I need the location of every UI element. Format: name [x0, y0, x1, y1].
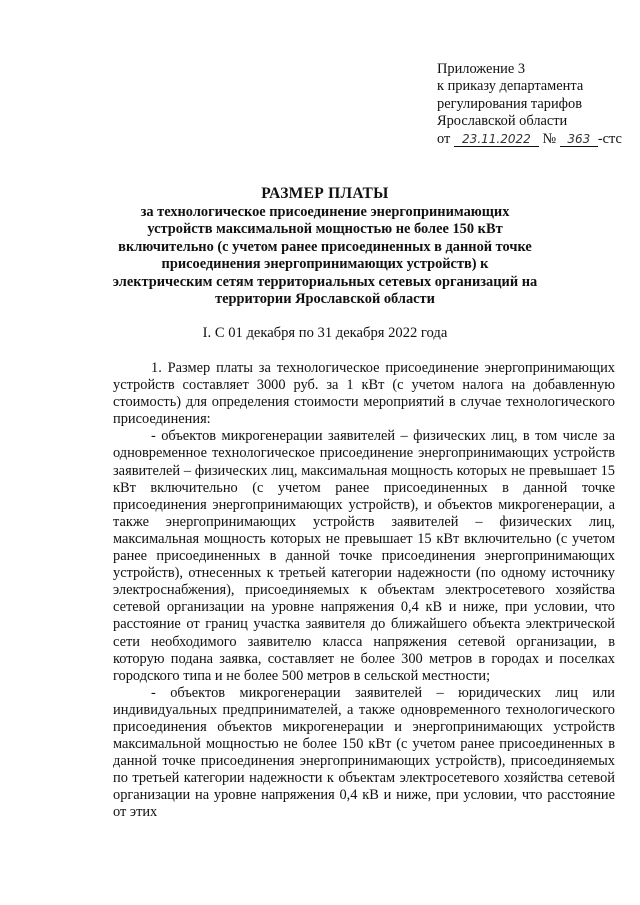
- paragraph-3: - объектов микрогенерации заявителей – юридических лиц или индивидуальных предпринимателей, а также одновременного технологического присоединения объектов микрогенерации и энергопринимающих устройств максимальной мощностью не более 150 кВт (с учетом ранее присоединенных в данной точке присоединения энергопринимающих устройств), присоединяемых по третьей категории надежности к объектам электросетевого хозяйства сетевой организации на уровне напряжения 0,4 кВ и ниже, при условии, что расстояние от этих: [113, 684, 615, 821]
- appendix-number: Приложение 3: [437, 61, 526, 77]
- appendix-date-number-line: [437, 131, 622, 148]
- document-body: [113, 360, 615, 822]
- number-label: №: [542, 130, 557, 147]
- handwritten-date: 23.11.2022: [454, 133, 539, 147]
- paragraph-1: 1. Размер платы за технологическое присоединение энергопринимающих устройств составляет 3000 руб. за 1 кВт (с учетом налога на добавленную стоимость) для определения стоимости мероприятий в случае технологического присоединения:: [113, 360, 615, 428]
- paragraph-2: - объектов микрогенерации заявителей – физических лиц, в том числе за одновременное технологическое присоединение энергопринимающих устройств заявителей – физических лиц, максимальная мощность которых не превышает 15 кВт включительно (с учетом ранее присоединенных в данной точке присоединения энергопринимающих устройств), и объектов микрогенерации, а также энергопринимающих устройств заявителей – физических лиц, максимальная мощность которых не превышает 15 кВт включительно (с учетом ранее присоединенных в данной точке присоединения энергопринимающих устройств), отнесенных к третьей категории надежности (по одному источнику электроснабжения), присоединяемых к объектам электросетевого хозяйства сетевой организации на уровне напряжения 0,4 кВ и ниже, при условии, что расстояние от границ участка заявителя до ближайшего объекта электрической сети необходимого заявителю класса напряжения сетевой организации, в которую подана заявка, составляет не более 300 метров в городах и поселках городского типа и не более 500 метров в сельской местности;: [113, 428, 615, 684]
- appendix-header: [437, 61, 622, 148]
- appendix-region: Ярославской области: [437, 113, 568, 130]
- document-title: РАЗМЕР ПЛАТЫ: [261, 185, 389, 202]
- appendix-department: регулирования тарифов: [437, 95, 582, 112]
- handwritten-order-number: 363: [560, 133, 598, 147]
- appendix-order-ref: к приказу департамента: [437, 78, 584, 95]
- order-suffix: -стс: [597, 130, 622, 147]
- document-title-block: [112, 185, 538, 309]
- period-heading: I. С 01 декабря по 31 декабря 2022 года: [202, 325, 448, 341]
- document-subtitle: за технологическое присоединение энергопринимающих устройств максимальной мощностью не более 150 кВт включительно (с учетом ранее присоединенных в данной точке присоединения энергопринимающих устройств) к электрическим сетям территориальных сетевых организаций на территории Ярославской области: [112, 203, 538, 307]
- from-prefix: от: [437, 130, 451, 147]
